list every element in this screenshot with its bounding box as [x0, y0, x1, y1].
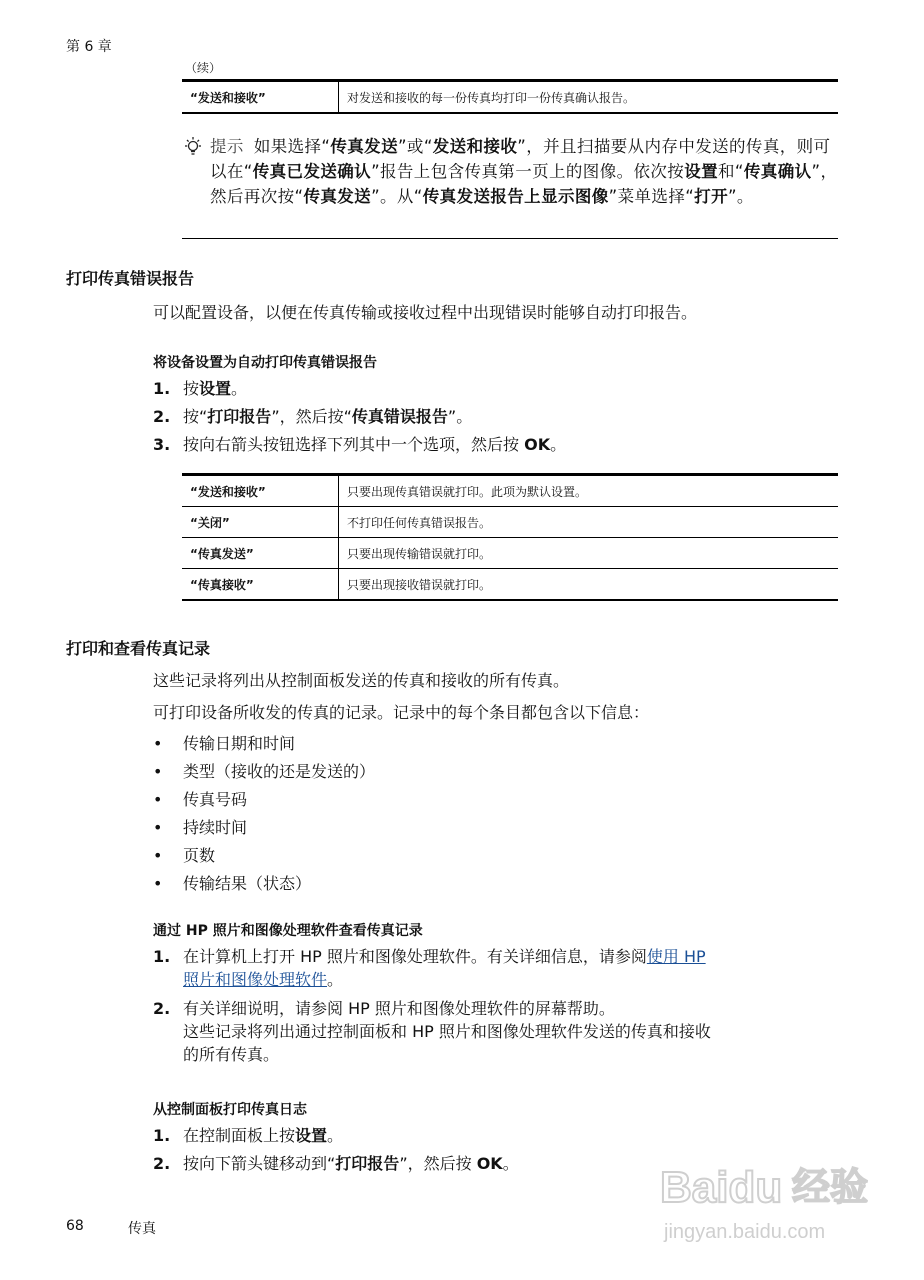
step-item: 3. 按向右箭头按钮选择下列其中一个选项，然后按 OK。: [153, 435, 567, 454]
step-item: 1. 按设置。: [153, 379, 248, 398]
table-row: [182, 475, 838, 507]
list-item: • 传输日期和时间: [153, 734, 296, 753]
paragraph: 可打印设备所收发的传真的记录。记录中的每个条目都包含以下信息：: [153, 703, 650, 722]
step-item: 1. 在控制面板上按设置。: [153, 1126, 344, 1145]
section-heading-error-report: 打印传真错误报告: [66, 269, 195, 288]
table-cell-key: “传真接收”: [182, 569, 339, 601]
baidu-watermark: [660, 1140, 890, 1250]
table-continued-label: （续）: [185, 61, 222, 75]
step-item: 2. 有关详细说明，请参阅 HP 照片和图像处理软件的屏幕帮助。 这些记录将列出通过控制面板和 HP 照片和图像处理软件发送的传真和接收 的所有传真。: [153, 999, 711, 1064]
table-row: [182, 538, 838, 569]
table-cell-value: 对发送和接收的每一份传真均打印一份传真确认报告。: [347, 90, 636, 105]
tip-text: 提示 如果选择“传真发送”或“发送和接收”，并且扫描要从内存中发送的传真，则可以在“传真已发送确认”报告上包含传真第一页上的图像。依次按设置和“传真确认”，然后再次按“传真发送”。从“传真发送报告上显示图像”菜单选择“打开”。: [210, 137, 838, 206]
subheading-auto-error-report: 将设备设置为自动打印传真错误报告: [153, 355, 377, 371]
step-item: 2. 按“打印报告”，然后按“传真错误报告”。: [153, 407, 473, 426]
subheading-print-from-panel: 从控制面板打印传真日志: [153, 1102, 307, 1118]
list-item: • 类型（接收的还是发送的）: [153, 762, 376, 781]
error-report-options-table: [182, 473, 838, 601]
paragraph: 可以配置设备，以便在传真传输或接收过程中出现错误时能够自动打印报告。: [153, 303, 698, 322]
table-cell-key: “传真发送”: [182, 538, 339, 569]
table-row: [182, 507, 838, 538]
watermark-brand: Baidu: [660, 1163, 783, 1212]
table-cell-key: “发送和接收”: [182, 81, 339, 114]
table-cell-value: 只要出现接收错误就打印。: [339, 569, 839, 601]
chapter-label: 第 6 章: [66, 39, 112, 55]
tip-label: 提示: [210, 137, 244, 156]
table-cell-key: “关闭”: [182, 507, 339, 538]
table-cell-key: “发送和接收”: [182, 475, 339, 507]
step-item: 1. 在计算机上打开 HP 照片和图像处理软件。有关详细信息，请参阅使用 HP 照片和图像处理软件。: [153, 947, 706, 989]
subheading-view-in-software: 通过 HP 照片和图像处理软件查看传真记录: [153, 923, 423, 939]
table-cell-value: 不打印任何传真错误报告。: [339, 507, 839, 538]
section-heading-fax-log: 打印和查看传真记录: [66, 639, 211, 658]
table-cell-value: 只要出现传输错误就打印。: [339, 538, 839, 569]
footer-title: 传真: [128, 1221, 156, 1237]
list-item: • 页数: [153, 846, 216, 865]
watermark-cn: 经验: [792, 1165, 869, 1209]
page-number: 68: [66, 1218, 84, 1234]
list-item: • 传输结果（状态）: [153, 874, 312, 893]
tip-box: [182, 134, 838, 239]
watermark-url: jingyan.baidu.com: [664, 1221, 826, 1243]
list-item: • 传真号码: [153, 790, 248, 809]
step-item: 2. 按向下箭头键移动到“打印报告”，然后按 OK。: [153, 1154, 519, 1173]
list-item: • 持续时间: [153, 818, 248, 837]
fax-confirmation-table: [182, 79, 838, 114]
table-cell-value: 只要出现传真错误就打印。此项为默认设置。: [347, 484, 588, 499]
lightbulb-icon: [182, 136, 204, 158]
table-row: [182, 81, 838, 114]
paragraph: 这些记录将列出从控制面板发送的传真和接收的所有传真。: [153, 671, 570, 690]
table-row: [182, 569, 838, 601]
link-hp-software[interactable]: 使用 HP 照片和图像处理软件: [183, 947, 706, 989]
